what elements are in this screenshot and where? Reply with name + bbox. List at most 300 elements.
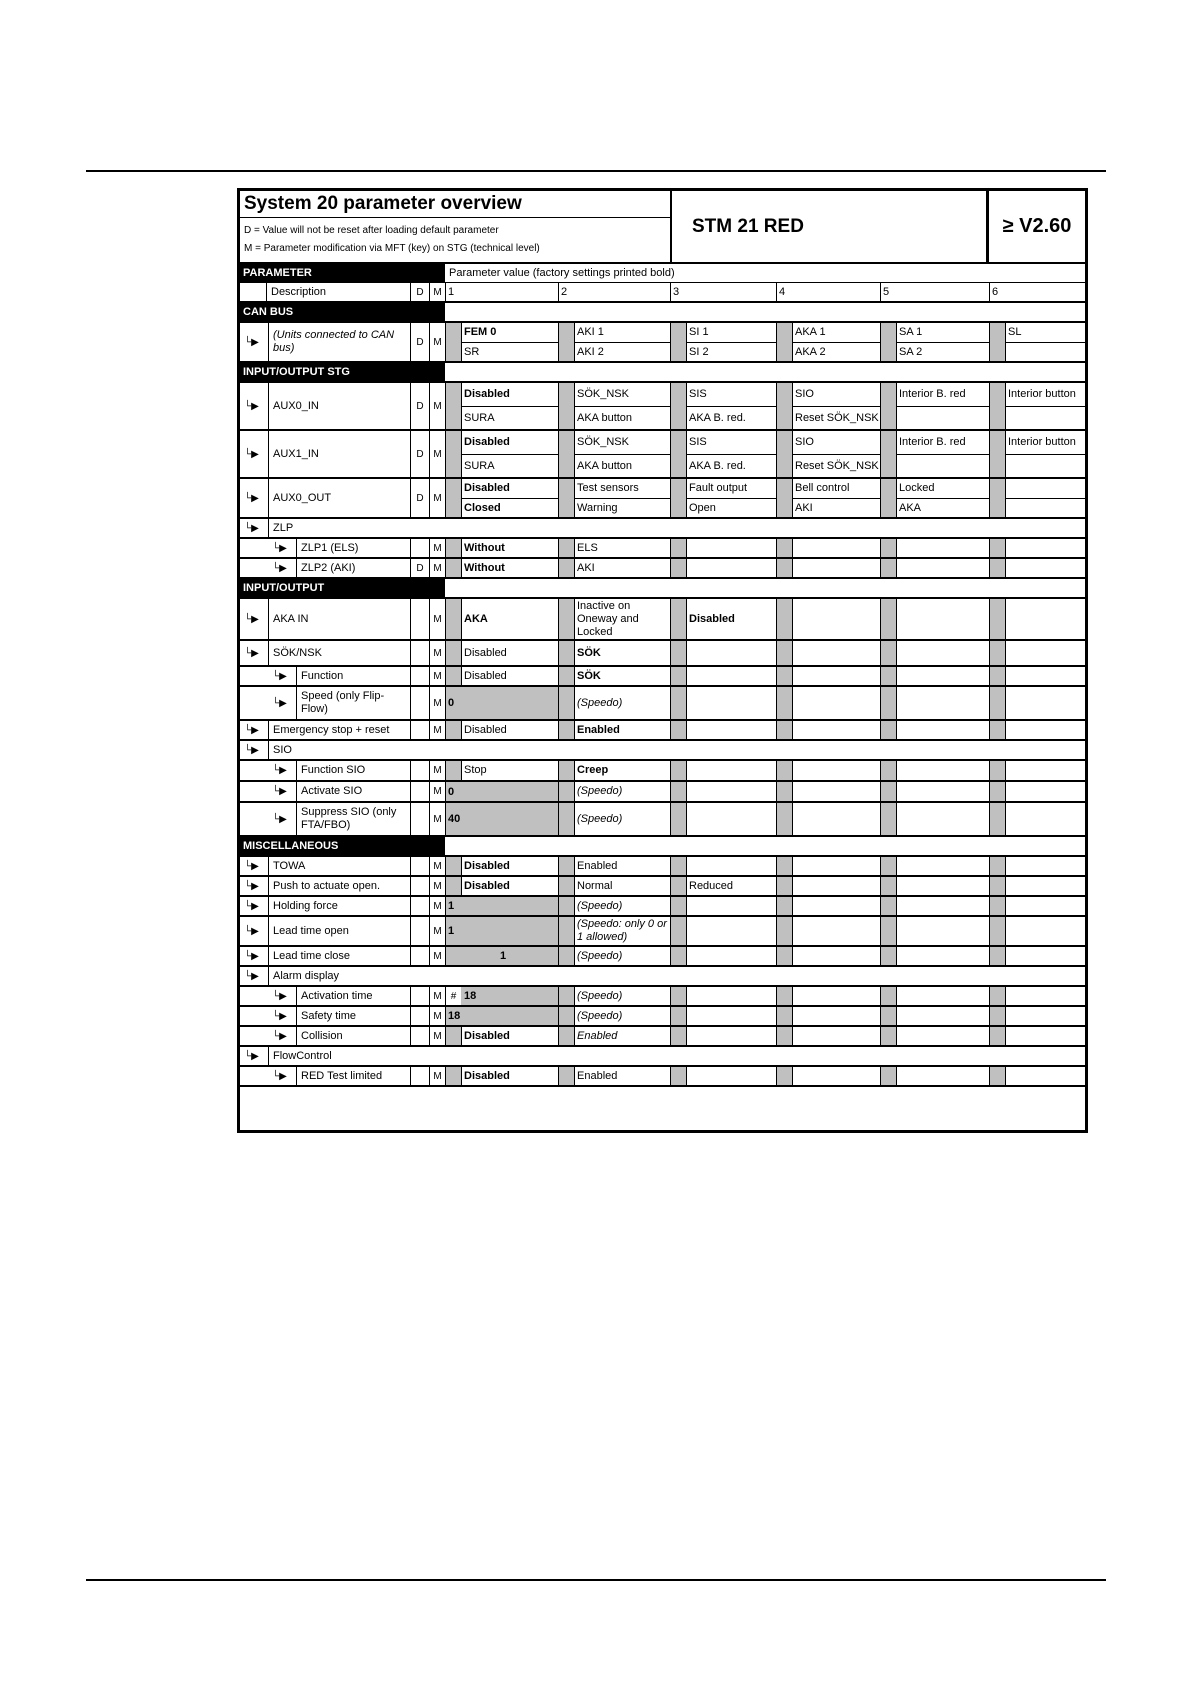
cell-text: └▶ [244, 950, 259, 962]
value-1 [445, 1007, 558, 1025]
table-row [240, 917, 1085, 947]
value-3 [686, 947, 776, 965]
d-flag [410, 1027, 429, 1045]
d-flag [410, 383, 429, 429]
table-row [240, 519, 1085, 539]
value-6 [1005, 761, 1085, 780]
value-line [462, 383, 558, 407]
branch-arrow-icon [244, 323, 266, 361]
cell-text: Description [271, 286, 327, 298]
value-1 [445, 782, 558, 801]
value-1 [445, 987, 558, 1005]
table-row [240, 599, 1085, 641]
cell-text: MISCELLANEOUS [243, 840, 339, 852]
cell-text: Creep [577, 764, 609, 776]
m-flag [429, 431, 445, 477]
value-line [462, 407, 558, 430]
table-row [240, 1007, 1085, 1027]
cell-text: Interior button [1008, 436, 1076, 449]
cell-text: Stop [464, 764, 487, 776]
grey-marker [670, 323, 686, 361]
table-row [240, 641, 1085, 667]
value-5 [896, 559, 989, 577]
value-4 [792, 383, 880, 429]
cell-text: SI 1 [689, 326, 709, 339]
grey-marker [558, 323, 574, 361]
grey-marker [670, 641, 686, 665]
d-flag [410, 917, 429, 945]
table-row [240, 303, 1085, 323]
value-line [897, 323, 989, 343]
grey-marker [880, 877, 896, 895]
grey-marker [670, 897, 686, 915]
grey-marker [445, 721, 461, 739]
cell-text: └▶ [244, 448, 259, 460]
parameter-label [268, 641, 410, 665]
parameter-label [268, 721, 410, 739]
value-3 [686, 857, 776, 875]
grey-marker [880, 1027, 896, 1045]
value-1 [461, 323, 558, 361]
value-6 [1005, 1067, 1085, 1085]
section-io [240, 579, 445, 597]
grey-marker [776, 431, 792, 477]
parameter-label [268, 599, 410, 639]
grey-marker [880, 641, 896, 665]
value-2 [574, 431, 670, 477]
cell-text: SÖK [577, 646, 601, 659]
value-2 [574, 1027, 670, 1045]
value-3 [686, 917, 776, 945]
value-2 [574, 323, 670, 361]
branch-arrow-icon [244, 1047, 266, 1065]
value-4 [792, 803, 880, 835]
section-can [240, 303, 445, 321]
value-6 [1005, 431, 1085, 477]
branch-arrow-icon [272, 539, 294, 557]
branch-arrow-icon [244, 741, 266, 759]
d-flag [410, 803, 429, 835]
cell-text: Interior B. red [899, 388, 966, 401]
branch-arrow-icon [272, 667, 294, 685]
cell-text: └▶ [244, 970, 259, 982]
value-line [462, 455, 558, 478]
cell-text: Enabled [577, 1029, 618, 1042]
m-flag [429, 947, 445, 965]
cell-text: └▶ [244, 925, 259, 937]
cell-text: M [433, 286, 442, 298]
value-3 [686, 803, 776, 835]
grey-marker [776, 641, 792, 665]
grey-marker [880, 559, 896, 577]
d-flag [410, 877, 429, 895]
value-2 [574, 687, 670, 719]
value-5 [896, 917, 989, 945]
cell-text: └▶ [272, 990, 287, 1002]
branch-arrow-icon [244, 641, 266, 665]
m-flag [429, 782, 445, 801]
grey-marker [670, 761, 686, 780]
value-line [687, 323, 776, 343]
cell-text: Enabled [577, 723, 620, 736]
parameter-table [240, 263, 1085, 1087]
value-3 [686, 383, 776, 429]
version: ≥ V2.60 [1002, 215, 1072, 237]
grey-marker [558, 1027, 574, 1045]
grey-marker [989, 1027, 1005, 1045]
d-flag [410, 987, 429, 1005]
grey-marker [558, 782, 574, 801]
parameter-label [296, 782, 410, 801]
cell-text: ZLP [273, 521, 294, 534]
value-6 [1005, 599, 1085, 639]
cell-text: AKI [795, 501, 813, 514]
cell-text: Open [689, 501, 716, 514]
value-2 [574, 987, 670, 1005]
cell-text: 1 [448, 900, 455, 912]
grey-marker [558, 539, 574, 557]
cell-text: Closed [464, 501, 501, 514]
grey-marker [776, 803, 792, 835]
grey-marker [989, 803, 1005, 835]
column-number-6 [989, 283, 1085, 301]
table-row [240, 363, 1085, 383]
cell-text: M [433, 647, 442, 659]
cell-text: Locked [899, 482, 935, 495]
cell-text: Reset SÖK_NSK [795, 459, 879, 472]
cell-text: (Speedo) [577, 949, 623, 962]
value-4 [792, 877, 880, 895]
d-flag [410, 761, 429, 780]
cell-text: AKI [577, 561, 595, 574]
cell-text: Speed (only Flip-Flow) [301, 690, 385, 715]
cell-text: └▶ [272, 670, 287, 682]
value-4 [792, 721, 880, 739]
grey-marker [670, 721, 686, 739]
value-4 [792, 987, 880, 1005]
d-flag [410, 947, 429, 965]
table-row [240, 479, 1085, 519]
value-1 [461, 857, 558, 875]
value-3 [686, 761, 776, 780]
value-3 [686, 1067, 776, 1085]
grey-marker [776, 323, 792, 361]
cell-text: SÖK/NSK [273, 646, 322, 659]
branch-arrow-icon [244, 967, 266, 985]
cell-text: Enabled [577, 859, 618, 872]
cell-text: Reset SÖK_NSK [795, 411, 879, 424]
value-line [897, 431, 989, 455]
grey-marker [880, 479, 896, 517]
parameter-label [268, 741, 410, 759]
parameter-label [268, 479, 410, 517]
value-1 [445, 917, 558, 945]
value-1 [461, 479, 558, 517]
grey-marker [880, 987, 896, 1005]
cell-text: SIS [689, 388, 707, 401]
value-line [687, 407, 776, 430]
table-row [240, 897, 1085, 917]
branch-arrow-icon [244, 947, 266, 965]
grey-marker [880, 897, 896, 915]
value-line [793, 383, 880, 407]
value-3 [686, 877, 776, 895]
value-line [1006, 383, 1085, 407]
table-row [240, 837, 1085, 857]
value-3 [686, 987, 776, 1005]
cell-text: Disabled [464, 436, 510, 449]
grey-marker [670, 1067, 686, 1085]
grey-marker [989, 479, 1005, 517]
cell-text: FlowControl [273, 1049, 332, 1062]
parameter-header [240, 263, 445, 282]
cell-text: Emergency stop + reset [273, 723, 390, 736]
table-row [240, 1067, 1085, 1087]
value-6 [1005, 667, 1085, 685]
value-2 [574, 877, 670, 895]
grey-marker [445, 857, 461, 875]
cell-text: Inactive on Oneway and Locked [577, 599, 639, 638]
cell-text: (Speedo) [577, 812, 623, 825]
grey-marker [445, 641, 461, 665]
grey-marker [670, 987, 686, 1005]
grey-marker [776, 782, 792, 801]
value-6 [1005, 917, 1085, 945]
value-3 [686, 641, 776, 665]
table-row [240, 741, 1085, 761]
m-header [429, 283, 445, 301]
column-number-5 [880, 283, 989, 301]
cell-text: └▶ [244, 400, 259, 412]
grey-marker [670, 1007, 686, 1025]
cell-text: AKA 1 [795, 326, 826, 339]
table-row [240, 947, 1085, 967]
cell-text: Disabled [464, 859, 510, 872]
cell-text: Function SIO [301, 764, 366, 776]
cell-text: (Speedo) [577, 899, 623, 912]
value-line [1006, 455, 1085, 478]
value-2 [574, 559, 670, 577]
cell-text: SÖK_NSK [577, 436, 629, 449]
cell-text: SURA [464, 411, 495, 424]
grey-marker [558, 917, 574, 945]
cell-text: M [433, 542, 442, 554]
value-5 [896, 761, 989, 780]
cell-text: Without [464, 541, 505, 554]
grey-marker [670, 877, 686, 895]
grey-marker [776, 1007, 792, 1025]
parameter-label [296, 987, 410, 1005]
cell-text: (Speedo) [577, 989, 623, 1002]
d-flag [410, 431, 429, 477]
grey-marker [880, 539, 896, 557]
cell-text: AUX0_IN [273, 399, 319, 412]
cell-text: └▶ [244, 492, 259, 504]
column-number-2 [558, 283, 670, 301]
cell-text: SIS [689, 436, 707, 449]
grey-marker [558, 803, 574, 835]
m-flag [429, 599, 445, 639]
value-6 [1005, 687, 1085, 719]
cell-text: AKA 2 [795, 345, 826, 358]
cell-text: Activation time [301, 989, 373, 1002]
value-5 [896, 1027, 989, 1045]
value-1 [445, 687, 558, 719]
cell-text: 18 [448, 1010, 461, 1022]
value-6 [1005, 323, 1085, 361]
grey-marker [880, 383, 896, 429]
branch-arrow-icon [272, 559, 294, 577]
grey-marker [989, 1067, 1005, 1085]
d-flag [410, 897, 429, 915]
branch-arrow-icon [244, 383, 266, 429]
model-name: STM 21 RED [672, 191, 989, 262]
branch-arrow-icon [272, 1027, 294, 1045]
value-line [575, 323, 670, 343]
value-1 [461, 721, 558, 739]
cell-text: Disabled [464, 669, 507, 682]
value-1 [461, 1027, 558, 1045]
value-2 [574, 1007, 670, 1025]
value-4 [792, 323, 880, 361]
m-flag [429, 857, 445, 875]
cell-text: M [433, 860, 442, 872]
value-2 [574, 1067, 670, 1085]
value-2 [574, 761, 670, 780]
cell-text: Without [464, 561, 505, 574]
cell-text: Disabled [464, 1029, 510, 1042]
value-line [1006, 343, 1085, 362]
grey-marker [670, 1027, 686, 1045]
table-row [240, 431, 1085, 479]
grey-marker [880, 1007, 896, 1025]
value-3 [686, 1007, 776, 1025]
value-6 [1005, 641, 1085, 665]
cell-text: ELS [577, 541, 598, 554]
d-flag [410, 1067, 429, 1085]
cell-text: └▶ [272, 813, 287, 825]
cell-text: └▶ [272, 786, 287, 797]
grey-marker [776, 383, 792, 429]
value-5 [896, 323, 989, 361]
value-line [793, 479, 880, 499]
value-line [1006, 323, 1085, 343]
grey-marker [880, 721, 896, 739]
cell-text: 1 [448, 925, 455, 937]
cell-text: └▶ [244, 724, 259, 736]
cell-text: 4 [779, 286, 786, 298]
grey-marker [445, 383, 461, 429]
value-1 [445, 803, 558, 835]
d-header [410, 283, 429, 301]
cell-text: Test sensors [577, 482, 639, 495]
value-line [575, 499, 670, 518]
cell-text: AKI 2 [577, 345, 604, 358]
table-row [240, 539, 1085, 559]
cell-text: Interior B. red [899, 436, 966, 449]
m-flag [429, 987, 445, 1005]
value-5 [896, 803, 989, 835]
value-1 [461, 1067, 558, 1085]
value-line [793, 455, 880, 478]
grey-marker [558, 761, 574, 780]
m-flag [429, 539, 445, 557]
value-4 [792, 667, 880, 685]
value-5 [896, 782, 989, 801]
cell-text: 18 [464, 990, 477, 1002]
cell-text: └▶ [244, 613, 259, 625]
value-3 [686, 539, 776, 557]
m-flag [429, 721, 445, 739]
cell-text: Disabled [464, 1069, 510, 1082]
cell-text: Lead time open [273, 924, 349, 937]
cell-text: D [416, 400, 424, 412]
d-flag [410, 539, 429, 557]
parameter-label [296, 803, 410, 835]
value-6 [1005, 857, 1085, 875]
value-1 [461, 431, 558, 477]
parameter-label [296, 1027, 410, 1045]
branch-arrow-icon [244, 857, 266, 875]
cell-text: Disabled [464, 388, 510, 401]
cell-text: M [433, 1070, 442, 1082]
m-flag [429, 897, 445, 915]
value-line [793, 407, 880, 430]
value-4 [792, 539, 880, 557]
cell-text: AKA IN [273, 612, 309, 625]
cell-text: AKA B. red. [689, 411, 746, 424]
grey-marker [445, 559, 461, 577]
grey-marker [558, 687, 574, 719]
cell-text: Push to actuate open. [273, 879, 381, 892]
table-row [240, 721, 1085, 741]
grey-marker [880, 667, 896, 685]
cell-text: # [450, 990, 457, 1002]
value-line [575, 455, 670, 478]
m-flag [429, 559, 445, 577]
cell-text: 1 [499, 950, 507, 962]
grey-marker [989, 987, 1005, 1005]
branch-arrow-icon [272, 1007, 294, 1025]
grey-marker [558, 383, 574, 429]
grey-marker [670, 431, 686, 477]
cell-text: └▶ [244, 744, 259, 756]
grey-marker [445, 761, 461, 780]
value-3 [686, 667, 776, 685]
parameter-label [296, 761, 410, 780]
value-line [462, 479, 558, 499]
branch-arrow-icon [272, 803, 294, 835]
d-flag [410, 641, 429, 665]
cell-text: SA 1 [899, 326, 923, 339]
grey-marker [776, 917, 792, 945]
value-1 [461, 877, 558, 895]
m-flag [429, 641, 445, 665]
cell-text: Parameter value (factory settings printed bold) [449, 266, 675, 279]
grey-marker [776, 479, 792, 517]
value-line [575, 407, 670, 430]
cell-text: M [433, 336, 442, 348]
value-header [445, 263, 1085, 282]
cell-text: Collision [301, 1029, 343, 1042]
value-line [462, 323, 558, 343]
cell-text: M [433, 880, 442, 892]
cell-text: └▶ [244, 522, 259, 534]
value-1 [461, 383, 558, 429]
top-rule [86, 170, 1106, 172]
value-2 [574, 667, 670, 685]
cell-text: RED Test limited [301, 1069, 383, 1082]
